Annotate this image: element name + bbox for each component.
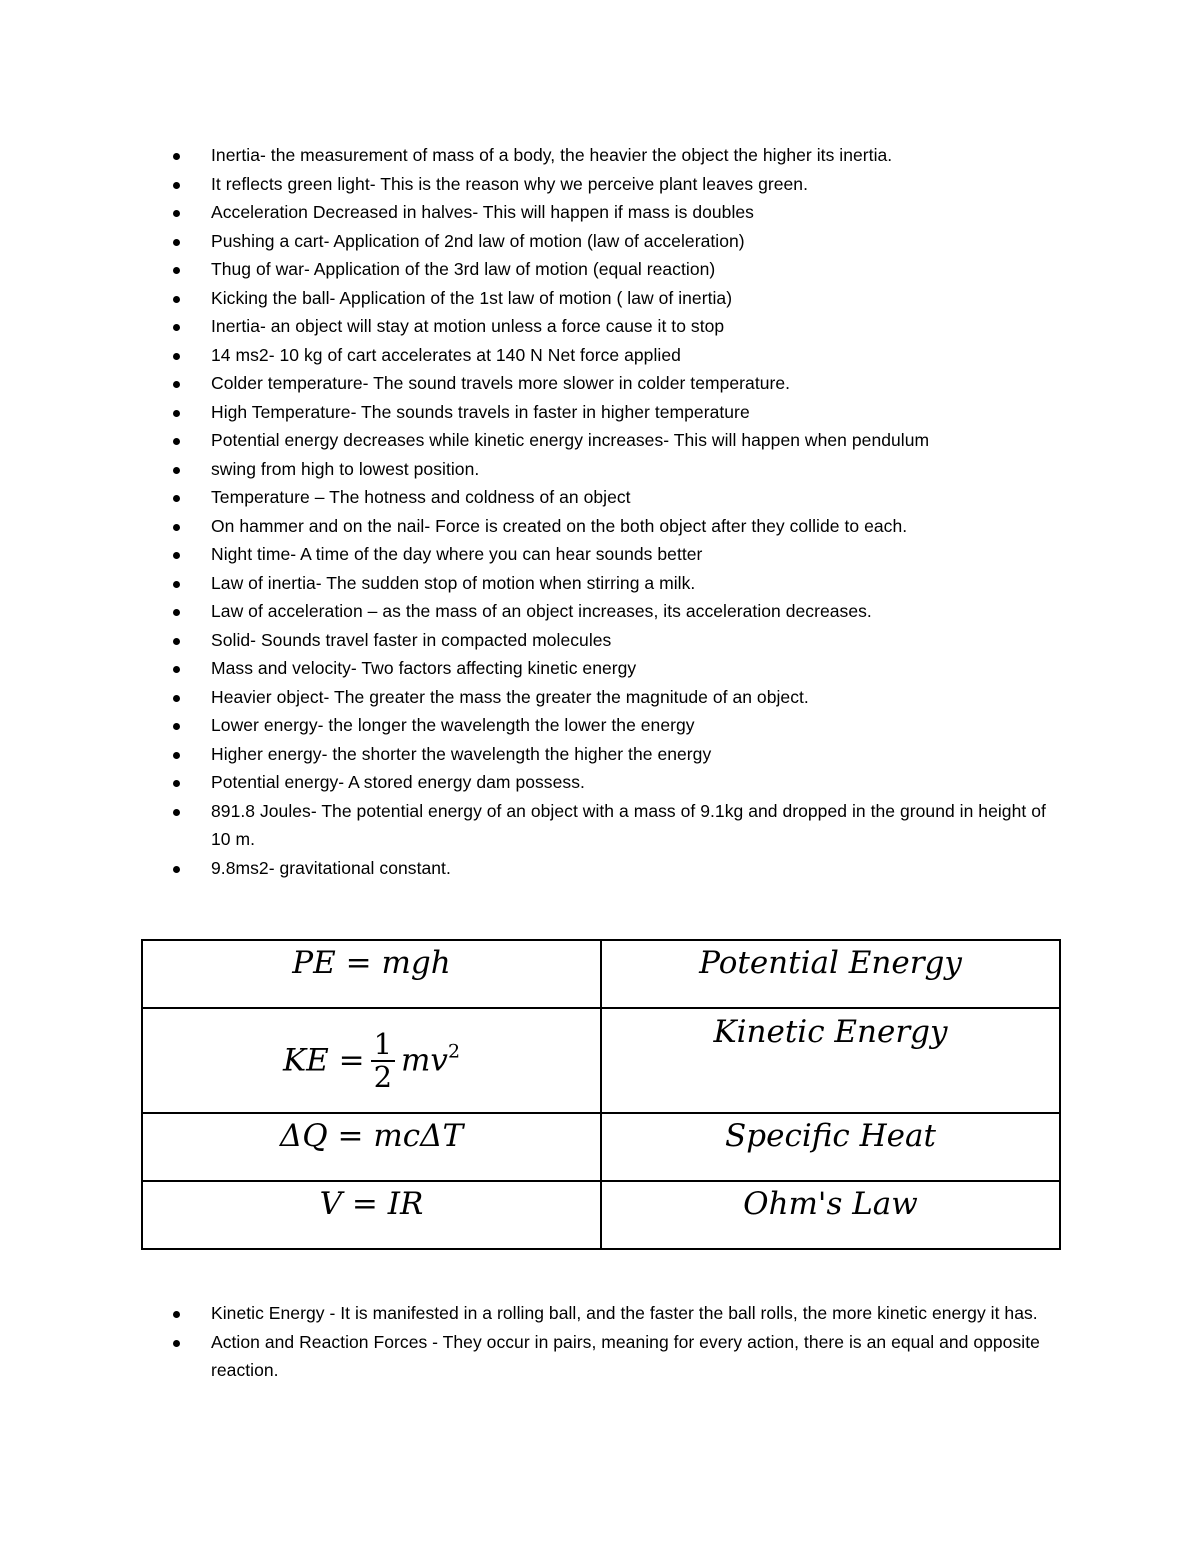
list-item bbox=[0, 312, 1200, 341]
bullet-icon bbox=[173, 210, 180, 217]
bullet-icon bbox=[173, 581, 180, 588]
bullet-icon bbox=[173, 324, 180, 331]
list-item-text: Inertia- the measurement of mass of a body, the heavier the object the higher its inertia. bbox=[211, 145, 893, 165]
bullet-icon bbox=[173, 809, 180, 816]
list-item-text: 891.8 Joules- The potential energy of an object with a mass of 9.1kg and dropped in the ground in height of 10 m. bbox=[211, 800, 1046, 849]
table-row bbox=[142, 1181, 1060, 1249]
formula-exponent: 2 bbox=[447, 1040, 461, 1063]
list-item bbox=[0, 711, 1200, 740]
bullet-icon bbox=[173, 410, 180, 417]
list-item bbox=[0, 1299, 1200, 1328]
formula-name: Kinetic Energy bbox=[713, 1014, 948, 1050]
list-item bbox=[0, 768, 1200, 797]
list-item bbox=[0, 483, 1200, 512]
list-item bbox=[0, 540, 1200, 569]
list-item-text: 9.8ms2- gravitational constant. bbox=[211, 857, 451, 878]
list-item bbox=[0, 341, 1200, 370]
list-item-text: High Temperature- The sounds travels in faster in higher temperature bbox=[211, 401, 750, 422]
list-item bbox=[0, 255, 1200, 284]
formula-cell bbox=[142, 1008, 601, 1113]
list-item-text: swing from high to lowest position. bbox=[211, 458, 480, 479]
bullet-list-top bbox=[0, 141, 1200, 882]
list-item-text: Pushing a cart- Application of 2nd law of motion (law of acceleration) bbox=[211, 230, 745, 251]
list-item bbox=[0, 512, 1200, 541]
formula-name-cell bbox=[601, 1181, 1060, 1249]
list-item-text: Mass and velocity- Two factors affecting kinetic energy bbox=[211, 658, 637, 678]
list-item bbox=[0, 170, 1200, 199]
formula-cell bbox=[142, 940, 601, 1008]
list-item bbox=[0, 854, 1200, 883]
bullet-icon bbox=[173, 1340, 180, 1347]
bullet-icon bbox=[173, 267, 180, 274]
fraction-numerator: 1 bbox=[371, 1029, 395, 1061]
list-item-text: Heavier object- The greater the mass the greater the magnitude of an object. bbox=[211, 686, 809, 707]
formula-name: Potential Energy bbox=[699, 945, 962, 981]
bullet-icon bbox=[173, 182, 180, 189]
list-item bbox=[0, 597, 1200, 626]
bullet-icon bbox=[173, 438, 180, 445]
formula-name-cell bbox=[601, 1113, 1060, 1181]
list-item-text: Night time- A time of the day where you can hear sounds better bbox=[211, 544, 703, 564]
bullet-icon bbox=[173, 666, 180, 673]
bullet-icon bbox=[173, 638, 180, 645]
bullet-icon bbox=[173, 695, 180, 702]
bullet-icon bbox=[173, 552, 180, 559]
bullet-icon bbox=[173, 495, 180, 502]
list-item-text: Kinetic Energy - It is manifested in a rolling ball, and the faster the ball rolls, the more kinetic energy it has. bbox=[211, 1303, 1038, 1323]
list-item-text: Action and Reaction Forces - They occur in pairs, meaning for every action, there is an equal and opposite reaction. bbox=[211, 1331, 1040, 1380]
bullet-icon bbox=[173, 752, 180, 759]
list-item-text: Thug of war- Application of the 3rd law of motion (equal reaction) bbox=[211, 259, 716, 279]
formula-cell bbox=[142, 1181, 601, 1249]
table-row bbox=[142, 940, 1060, 1008]
bullet-icon bbox=[173, 723, 180, 730]
list-item-text: Higher energy- the shorter the wavelength the higher the energy bbox=[211, 743, 712, 764]
list-item bbox=[0, 569, 1200, 598]
formula-text: V = IR bbox=[319, 1186, 424, 1222]
table-row bbox=[142, 1113, 1060, 1181]
list-item-text: Potential energy decreases while kinetic energy increases- This will happen when pendulum bbox=[211, 430, 930, 450]
list-item bbox=[0, 740, 1200, 769]
list-item-text: Kicking the ball- Application of the 1st law of motion ( law of inertia) bbox=[211, 287, 733, 308]
list-item bbox=[0, 683, 1200, 712]
bullet-icon bbox=[173, 381, 180, 388]
formula-rhs: mv bbox=[401, 1042, 448, 1079]
formula-lhs: KE = bbox=[282, 1042, 365, 1079]
list-item-text: Inertia- an object will stay at motion unless a force cause it to stop bbox=[211, 316, 725, 336]
list-item bbox=[0, 198, 1200, 227]
list-item bbox=[0, 284, 1200, 313]
list-item-text: Acceleration Decreased in halves- This will happen if mass is doubles bbox=[211, 202, 754, 222]
formula-text: PE = mgh bbox=[292, 945, 451, 981]
list-item bbox=[0, 426, 1200, 455]
bullet-icon bbox=[173, 153, 180, 160]
bullet-icon bbox=[173, 296, 180, 303]
list-item-text: Colder temperature- The sound travels more slower in colder temperature. bbox=[211, 373, 791, 393]
bullet-icon bbox=[173, 780, 180, 787]
list-item-text: Solid- Sounds travel faster in compacted molecules bbox=[211, 629, 612, 650]
bullet-icon bbox=[173, 866, 180, 873]
list-item bbox=[0, 626, 1200, 655]
formula-name: Specific Heat bbox=[725, 1118, 936, 1154]
fraction bbox=[371, 1029, 395, 1092]
list-item bbox=[0, 227, 1200, 256]
bullet-icon bbox=[173, 524, 180, 531]
list-item bbox=[0, 1328, 1200, 1385]
table-row bbox=[142, 1008, 1060, 1113]
bullet-list-bottom bbox=[0, 1299, 1200, 1385]
formula-name-cell bbox=[601, 940, 1060, 1008]
list-item-text: It reflects green light- This is the reason why we perceive plant leaves green. bbox=[211, 173, 808, 194]
list-item bbox=[0, 455, 1200, 484]
formula-name-cell bbox=[601, 1008, 1060, 1113]
list-item bbox=[0, 369, 1200, 398]
formula-table bbox=[141, 939, 1061, 1250]
list-item-text: On hammer and on the nail- Force is created on the both object after they collide to each. bbox=[211, 515, 908, 536]
bullet-icon bbox=[173, 609, 180, 616]
list-item-text: Law of inertia- The sudden stop of motion when stirring a milk. bbox=[211, 572, 696, 593]
list-item-text: Lower energy- the longer the wavelength the lower the energy bbox=[211, 715, 695, 735]
formula-name: Ohm's Law bbox=[743, 1186, 918, 1222]
list-item-text: Temperature – The hotness and coldness of an object bbox=[211, 487, 631, 507]
list-item bbox=[0, 398, 1200, 427]
list-item bbox=[0, 654, 1200, 683]
bullet-icon bbox=[173, 239, 180, 246]
bullet-icon bbox=[173, 353, 180, 360]
bullet-icon bbox=[173, 467, 180, 474]
list-item-text: Law of acceleration – as the mass of an object increases, its acceleration decreases. bbox=[211, 601, 872, 621]
list-item-text: Potential energy- A stored energy dam possess. bbox=[211, 772, 585, 792]
formula-cell bbox=[142, 1113, 601, 1181]
list-item-text: 14 ms2- 10 kg of cart accelerates at 140 N Net force applied bbox=[211, 344, 681, 365]
formula-text: ΔQ = mcΔT bbox=[279, 1118, 464, 1154]
list-item bbox=[0, 797, 1200, 854]
bullet-icon bbox=[173, 1311, 180, 1318]
fraction-denominator: 2 bbox=[373, 1059, 393, 1094]
list-item bbox=[0, 141, 1200, 170]
